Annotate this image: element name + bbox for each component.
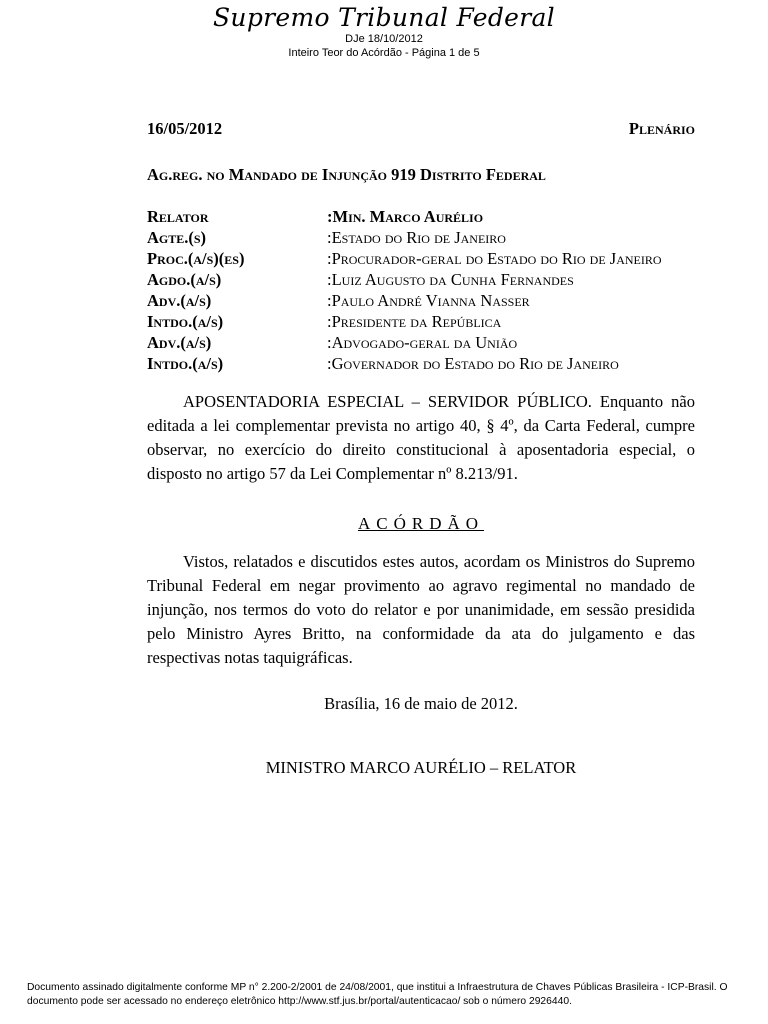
party-label: Intdo.(a/s) <box>147 312 224 331</box>
party-row <box>147 206 695 227</box>
party-value: :Governador do Estado do Rio de Janeiro <box>327 354 619 373</box>
party-label: Adv.(a/s) <box>147 291 212 310</box>
party-label: Relator <box>147 207 209 226</box>
party-row <box>147 248 695 269</box>
ementa-paragraph: APOSENTADORIA ESPECIAL – SERVIDOR PÚBLICO. Enquanto não editada a lei complementar prevista no artigo 40, § 4º, da Carta Federal, cumpre observar, no exercício do direito constitucional à aposentadoria especial, o disposto no artigo 57 da Lei Complementar nº 8.213/91. <box>147 392 695 483</box>
party-value: :Advogado-geral da União <box>327 333 518 352</box>
party-label: Agte.(s) <box>147 228 207 247</box>
acordao-paragraph: Vistos, relatados e discutidos estes autos, acordam os Ministros do Supremo Tribunal Federal em negar provimento ao agravo regimental no mandado de injunção, nos termos do voto do relator e por unanimidade, em sessão presidida pelo Ministro Ayres Britto, na conformidade da ata do julgamento e das respectivas notas taquigráficas. <box>147 552 695 667</box>
place-date: Brasília, 16 de maio de 2012. <box>324 694 518 713</box>
party-value: :Procurador-geral do Estado do Rio de Janeiro <box>327 249 662 268</box>
page-info: Inteiro Teor do Acórdão - Página 1 de 5 <box>288 47 480 59</box>
digital-signature-footer: Documento assinado digitalmente conforme MP n° 2.200-2/2001 de 24/08/2001, que institui a Infraestrutura de Chaves Públicas Brasileira - ICP-Brasil. O documento pode ser acessado no endereço eletrônico http://www.stf.jus.br/portal/autenticacao/ sob o número 2926440. <box>27 982 728 1007</box>
party-value: :Presidente da República <box>327 312 502 331</box>
party-label: Intdo.(a/s) <box>147 354 224 373</box>
party-row <box>147 332 695 353</box>
party-row <box>147 269 695 290</box>
party-value: :Estado do Rio de Janeiro <box>327 228 506 247</box>
party-value: :Min. Marco Aurélio <box>327 207 484 226</box>
party-row <box>147 290 695 311</box>
page-header <box>0 4 768 60</box>
parties-list <box>147 206 695 374</box>
party-label: Agdo.(a/s) <box>147 270 222 289</box>
judgment-date: 16/05/2012 <box>147 119 223 138</box>
party-row <box>147 353 695 374</box>
party-row <box>147 311 695 332</box>
signature-line: MINISTRO MARCO AURÉLIO – RELATOR <box>265 758 577 777</box>
party-label: Proc.(a/s)(es) <box>147 249 245 268</box>
acordao-heading: ACÓRDÃO <box>357 514 485 533</box>
party-row <box>147 227 695 248</box>
party-value: :Paulo André Vianna Nasser <box>327 291 530 310</box>
case-caption: Ag.reg. no Mandado de Injunção 919 Distrito Federal <box>147 165 546 184</box>
party-value: :Luiz Augusto da Cunha Fernandes <box>327 270 574 289</box>
date-row <box>147 118 695 140</box>
court-body: Plenário <box>628 119 695 138</box>
court-name: Supremo Tribunal Federal <box>213 3 555 32</box>
document-body <box>147 118 695 780</box>
party-label: Adv.(a/s) <box>147 333 212 352</box>
dje-date: DJe 18/10/2012 <box>345 33 423 45</box>
